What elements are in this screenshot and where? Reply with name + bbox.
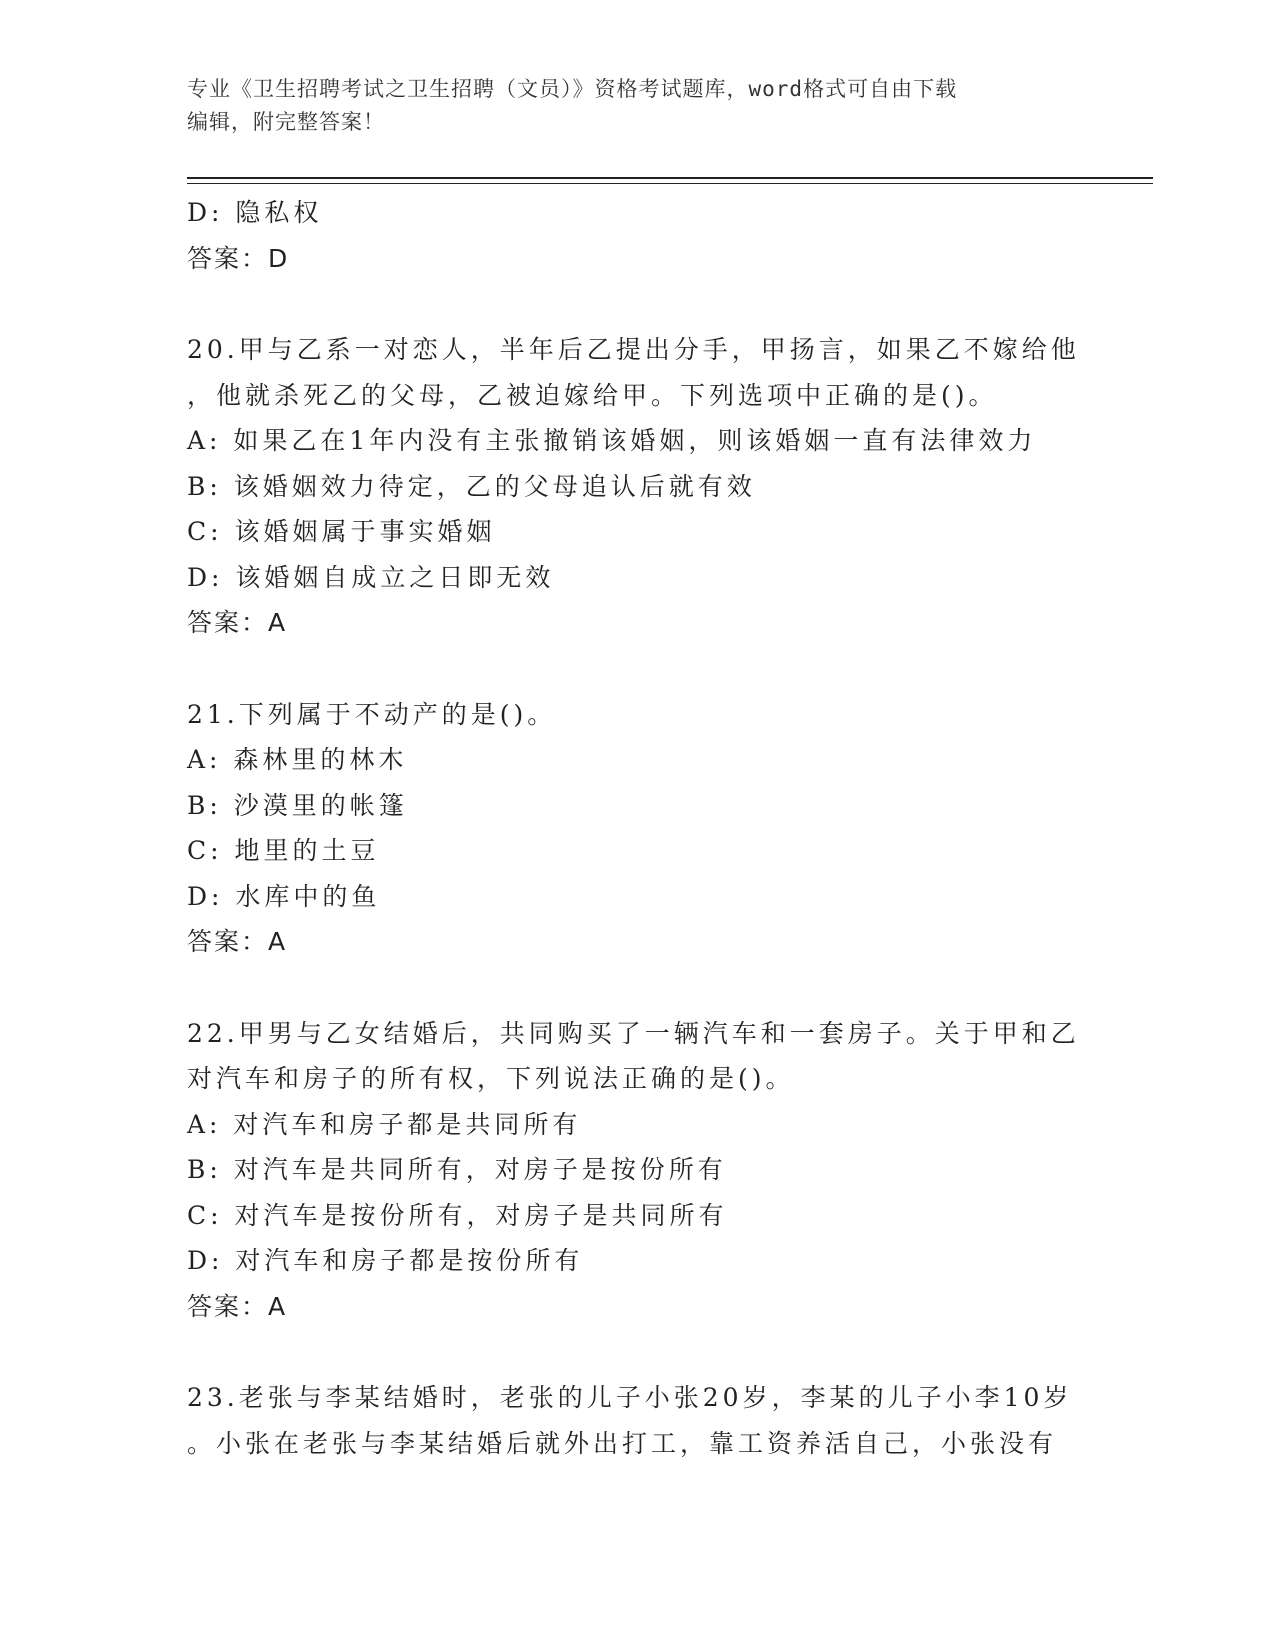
header-rule-thin (187, 183, 1153, 184)
prev-answer: 答案：D (187, 243, 290, 273)
q22-option-c: C: 对汽车是按份所有，对房子是共同所有 (187, 1200, 728, 1230)
q21-option-b: B: 沙漠里的帐篷 (187, 790, 408, 820)
q23-stem-line-1: 23.老张与李某结婚时，老张的儿子小张20岁，李某的儿子小李10岁 (187, 1383, 1073, 1412)
q22-option-a: A: 对汽车和房子都是共同所有 (187, 1109, 582, 1139)
document-header (187, 73, 1067, 139)
q20-option-c: C: 该婚姻属于事实婚姻 (187, 517, 496, 546)
header-line-2: 编辑，附完整答案！ (187, 110, 385, 134)
q21-option-a: A: 森林里的林木 (187, 745, 408, 774)
q20-stem-line-1: 20.甲与乙系一对恋人，半年后乙提出分手，甲扬言，如果乙不嫁给他 (187, 335, 1080, 364)
q21-option-c: C: 地里的土豆 (187, 836, 380, 865)
q22-option-d: D: 对汽车和房子都是按份所有 (187, 1246, 584, 1275)
q20-option-a: A: 如果乙在1年内没有主张撤销该婚姻，则该婚姻一直有法律效力 (187, 426, 1037, 455)
header-line-1: 专业《卫生招聘考试之卫生招聘（文员）》资格考试题库，word格式可自由下载 (187, 77, 958, 101)
q21-answer: 答案：A (187, 927, 288, 956)
q21-option-d: D: 水库中的鱼 (187, 881, 381, 911)
q20-option-d: D: 该婚姻自成立之日即无效 (187, 562, 555, 592)
q20-stem-line-2: ，他就杀死乙的父母，乙被迫嫁给甲。下列选项中正确的是()。 (187, 380, 998, 410)
q20-option-b: B: 该婚姻效力待定，乙的父母追认后就有效 (187, 471, 756, 501)
q22-option-b: B: 对汽车是共同所有，对房子是按份所有 (187, 1155, 727, 1184)
prev-option-d: D: 隐私权 (187, 198, 323, 227)
q20-answer: 答案：A (187, 608, 288, 637)
q22-stem-line-2: 对汽车和房子的所有权，下列说法正确的是()。 (187, 1064, 795, 1093)
q21-stem-line-1: 21.下列属于不动产的是()。 (187, 699, 557, 729)
q22-stem-line-1: 22.甲男与乙女结婚后，共同购买了一辆汽车和一套房子。关于甲和乙 (187, 1018, 1080, 1048)
question-content (187, 190, 1087, 1466)
q22-answer: 答案：A (187, 1291, 288, 1321)
q23-stem-line-2: 。小张在老张与李某结婚后就外出打工，靠工资养活自己，小张没有 (187, 1428, 1058, 1458)
header-rule-thick (187, 177, 1153, 179)
